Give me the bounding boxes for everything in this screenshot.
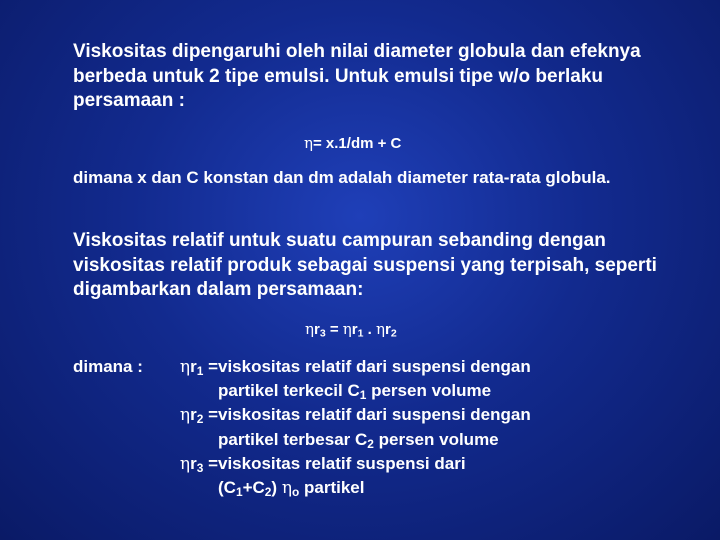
definition-equals: = xyxy=(203,357,218,376)
eq2-r: r xyxy=(351,321,358,338)
relative-viscosity-paragraph: Viskositas relatif untuk suatu campuran sebanding dengan viskositas relatif produk sebagai suspensi yang terpisah, seperti digambarkan dalam persamaan: xyxy=(73,230,657,300)
definition-text: viskositas relatif dari suspensi dengan xyxy=(218,357,531,376)
definition-part: partikel terbesar C xyxy=(218,429,368,449)
eta-symbol: η xyxy=(281,477,292,498)
eq2-equals: = xyxy=(325,321,343,338)
definition-text xyxy=(218,428,499,452)
equation-w-o-expression: = x.1/dm + C xyxy=(313,135,402,152)
eq2-sub: 2 xyxy=(390,327,397,340)
eta-symbol: η xyxy=(179,357,191,377)
definition-text: viskositas relatif suspensi dari xyxy=(218,453,466,473)
definition-sub: 2 xyxy=(264,484,272,499)
definition-r: r xyxy=(190,357,197,376)
definition-r: r xyxy=(190,453,197,473)
definition-symbol xyxy=(73,403,218,427)
definition-text: viskositas relatif dari suspensi dengan xyxy=(218,405,531,425)
eq2-sub: 1 xyxy=(357,327,364,340)
definition-part: persen volume xyxy=(366,381,492,401)
eq2-r: r xyxy=(314,321,320,338)
definition-equals: = xyxy=(203,453,218,473)
definition-symbol xyxy=(73,452,218,476)
definition-sub: 1 xyxy=(359,388,367,403)
definition-r: r xyxy=(190,405,197,425)
eq2-r: r xyxy=(385,321,391,338)
eta-symbol: η xyxy=(305,320,314,338)
definition-text xyxy=(218,476,364,500)
constants-paragraph: dimana x dan C konstan dan dm adalah diameter rata-rata globula. xyxy=(73,168,611,187)
definition-part: partikel xyxy=(299,477,365,497)
eta-symbol: η xyxy=(342,320,352,338)
eta-symbol: η xyxy=(179,453,191,474)
definitions-lead: dimana : xyxy=(73,357,143,376)
definition-sub: o xyxy=(292,484,300,499)
definition-symbol xyxy=(73,355,218,379)
eta-symbol: η xyxy=(304,134,313,152)
eta-symbol: η xyxy=(376,320,385,338)
definition-equals: = xyxy=(203,405,218,425)
definition-sub: 2 xyxy=(367,436,374,451)
definition-part: partikel terkecil C xyxy=(218,381,360,401)
equation-relative-viscosity xyxy=(305,320,397,338)
intro-paragraph: Viskositas dipengaruhi oleh nilai diameter globula dan efeknya berbeda untuk 2 tipe emulsi. Untuk emulsi tipe w/o berlaku persamaan : xyxy=(73,41,641,111)
eta-symbol: η xyxy=(179,405,191,426)
definition-sub: 1 xyxy=(235,484,243,499)
eq2-sub: 3 xyxy=(319,327,326,340)
definition-part: ) xyxy=(271,477,282,497)
definition-sub: 2 xyxy=(196,412,204,427)
definition-part: (C xyxy=(218,477,236,497)
definition-sub: 3 xyxy=(196,460,204,475)
eq2-dot: . xyxy=(363,321,376,338)
definition-text xyxy=(218,379,491,403)
definition-part: persen volume xyxy=(373,429,499,449)
definition-sub: 1 xyxy=(196,363,204,378)
definition-part: +C xyxy=(242,477,265,497)
equation-w-o xyxy=(304,134,401,152)
